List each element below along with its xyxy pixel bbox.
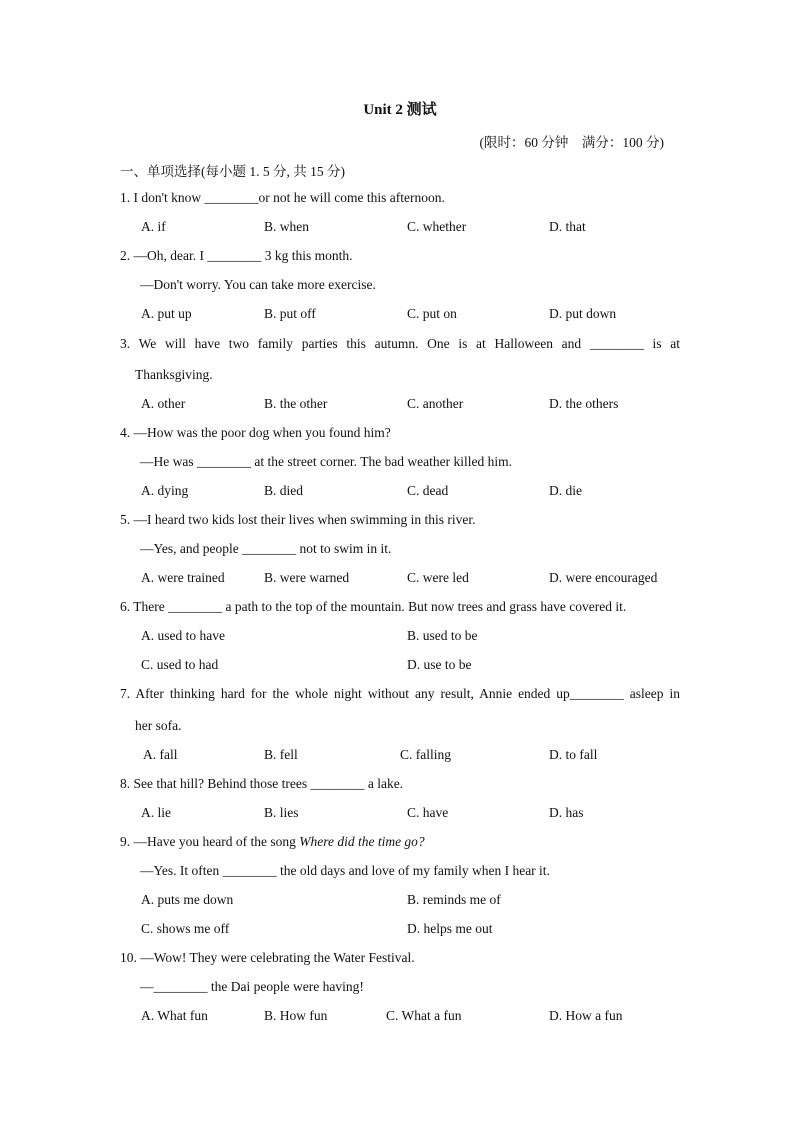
- question-2-option-a: A. put up: [141, 306, 192, 321]
- question-10-option-b: B. How fun: [264, 1008, 328, 1023]
- question-6-option-d: D. use to be: [407, 657, 472, 672]
- question-5-option-d: D. were encouraged: [549, 570, 658, 585]
- question-7-stem: 7. After thinking hard for the whole night without any result, Annie ended up________ asleep in: [120, 686, 680, 701]
- question-4-reply: —He was ________ at the street corner. The bad weather killed him.: [140, 454, 513, 469]
- question-5-stem: 5. —I heard two kids lost their lives when swimming in this river.: [120, 512, 476, 527]
- question-7-option-b: B. fell: [264, 747, 298, 762]
- question-8-option-b: B. lies: [264, 805, 299, 820]
- question-1-option-b: B. when: [264, 219, 309, 234]
- question-1-option-c: C. whether: [407, 219, 467, 234]
- question-9-option-d: D. helps me out: [407, 921, 493, 936]
- song-title: Where did the time go?: [299, 834, 425, 849]
- question-7-option-d: D. to fall: [549, 747, 598, 762]
- question-6-option-b: B. used to be: [407, 628, 478, 643]
- question-4-option-b: B. died: [264, 483, 303, 498]
- question-9-option-b: B. reminds me of: [407, 892, 501, 907]
- question-1-option-d: D. that: [549, 219, 586, 234]
- question-5-option-c: C. were led: [407, 570, 469, 585]
- question-3-option-d: D. the others: [549, 396, 619, 411]
- question-9-stem: [120, 834, 425, 850]
- question-3-stem: 3. We will have two family parties this autumn. One is at Halloween and ________ is at: [120, 336, 680, 351]
- question-3-option-b: B. the other: [264, 396, 328, 411]
- question-9-stem-text: 9. —Have you heard of the song: [120, 834, 300, 849]
- exam-meta: (限时：60 分钟 满分：100 分): [479, 135, 664, 150]
- page-title: Unit 2 测试: [363, 102, 437, 118]
- question-10-option-c: C. What a fun: [386, 1008, 462, 1023]
- question-2-option-d: D. put down: [549, 306, 617, 321]
- question-7-option-c: C. falling: [400, 747, 451, 762]
- question-3-option-a: A. other: [141, 396, 186, 411]
- question-5-option-a: A. were trained: [141, 570, 225, 585]
- question-10-reply: —________ the Dai people were having!: [140, 979, 364, 994]
- question-1-option-a: A. if: [141, 219, 166, 234]
- question-3-stem-continued: Thanksgiving.: [135, 367, 213, 382]
- question-5-reply: —Yes, and people ________ not to swim in it.: [140, 541, 392, 556]
- question-4-option-d: D. die: [549, 483, 582, 498]
- question-8-option-d: D. has: [549, 805, 584, 820]
- question-7-option-a: A. fall: [143, 747, 178, 762]
- question-6-stem: 6. There ________ a path to the top of the mountain. But now trees and grass have covered it.: [120, 599, 627, 614]
- question-8-option-c: C. have: [407, 805, 449, 820]
- question-8-option-a: A. lie: [141, 805, 171, 820]
- question-10-option-d: D. How a fun: [549, 1008, 623, 1023]
- question-9-option-a: A. puts me down: [141, 892, 234, 907]
- question-5-option-b: B. were warned: [264, 570, 350, 585]
- question-8-stem: 8. See that hill? Behind those trees ________ a lake.: [120, 776, 404, 791]
- question-2-option-b: B. put off: [264, 306, 316, 321]
- question-3-option-c: C. another: [407, 396, 464, 411]
- question-10-stem: 10. —Wow! They were celebrating the Water Festival.: [120, 950, 415, 965]
- question-2-stem: 2. —Oh, dear. I ________ 3 kg this month.: [120, 248, 353, 263]
- question-10-option-a: A. What fun: [141, 1008, 208, 1023]
- question-4-option-a: A. dying: [141, 483, 189, 498]
- question-9-reply: —Yes. It often ________ the old days and love of my family when I hear it.: [140, 863, 550, 878]
- question-9-option-c: C. shows me off: [141, 921, 230, 936]
- section-heading: 一、单项选择(每小题 1. 5 分, 共 15 分): [120, 164, 345, 179]
- question-6-option-a: A. used to have: [141, 628, 225, 643]
- question-6-option-c: C. used to had: [141, 657, 219, 672]
- question-4-option-c: C. dead: [407, 483, 449, 498]
- question-2-option-c: C. put on: [407, 306, 457, 321]
- question-4-stem: 4. —How was the poor dog when you found him?: [120, 425, 391, 440]
- question-2-reply: —Don't worry. You can take more exercise.: [140, 277, 376, 292]
- question-7-stem-continued: her sofa.: [135, 718, 182, 733]
- question-1-stem: 1. I don't know ________or not he will come this afternoon.: [120, 190, 445, 205]
